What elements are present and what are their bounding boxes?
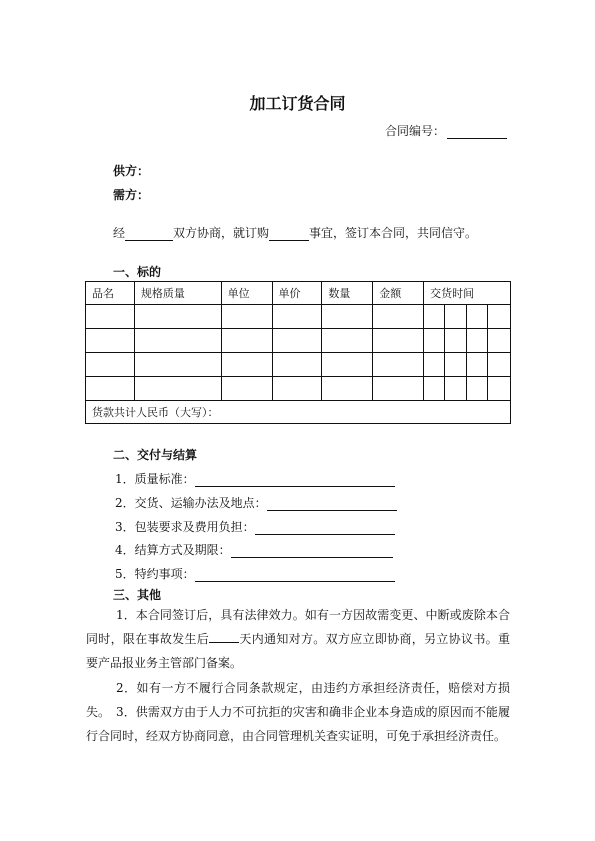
contract-number-label: 合同编号： bbox=[385, 124, 446, 138]
table-cell bbox=[445, 329, 467, 353]
header-cell: 单位 bbox=[221, 282, 272, 305]
term-item bbox=[115, 494, 397, 511]
items-table bbox=[85, 281, 511, 424]
table-cell bbox=[86, 329, 135, 353]
table-total-row bbox=[86, 401, 511, 424]
contract-number-line bbox=[385, 122, 507, 139]
header-cell: 规格质量 bbox=[134, 282, 221, 305]
table-cell bbox=[134, 377, 221, 401]
table-cell bbox=[272, 329, 322, 353]
term-item bbox=[115, 470, 395, 487]
clause-1-text-a: 1．本合同签订后，具有法律效力。如有一方因故需变更、中断或废除本合同时，限在事故发生后 bbox=[86, 608, 510, 646]
term-blank bbox=[231, 544, 393, 558]
table-cell bbox=[424, 305, 445, 329]
table-cell bbox=[221, 329, 272, 353]
table-cell bbox=[467, 329, 488, 353]
table-row bbox=[86, 353, 511, 377]
intro-part-2: 双方协商，就订购 bbox=[173, 226, 270, 240]
table-cell bbox=[467, 377, 488, 401]
table-cell bbox=[445, 353, 467, 377]
intro-part-1: 经 bbox=[113, 226, 126, 240]
term-label: 5．特约事项： bbox=[115, 567, 195, 581]
table-cell bbox=[467, 305, 488, 329]
term-label: 4．结算方式及期限： bbox=[115, 543, 231, 557]
table-row bbox=[86, 377, 511, 401]
table-cell bbox=[424, 377, 445, 401]
term-label: 2．交货、运输办法及地点： bbox=[115, 496, 267, 510]
table-cell bbox=[373, 353, 424, 377]
table-cell bbox=[322, 377, 373, 401]
term-label: 3．包装要求及费用负担： bbox=[115, 520, 255, 534]
supplier-label: 供方： bbox=[113, 164, 150, 178]
table-cell bbox=[221, 305, 272, 329]
term-blank bbox=[255, 521, 395, 535]
header-cell: 品名 bbox=[86, 282, 135, 305]
table-cell bbox=[424, 329, 445, 353]
term-blank bbox=[267, 497, 397, 511]
section-3-heading: 三、其他 bbox=[113, 588, 162, 602]
header-cell: 数量 bbox=[322, 282, 373, 305]
clause-1 bbox=[86, 603, 510, 675]
table-cell bbox=[86, 353, 135, 377]
days-blank bbox=[209, 630, 239, 643]
table-cell bbox=[487, 305, 510, 329]
table-cell bbox=[134, 329, 221, 353]
table-cell bbox=[134, 353, 221, 377]
table-cell bbox=[221, 377, 272, 401]
term-item bbox=[115, 565, 395, 582]
table-cell bbox=[373, 377, 424, 401]
table-cell bbox=[373, 305, 424, 329]
contract-number-blank bbox=[447, 126, 507, 139]
header-cell: 金额 bbox=[373, 282, 424, 305]
table-cell bbox=[487, 329, 510, 353]
clause-1-text-b: 天内通知对方。双方应立即协商，另立协议书。重要产品报业务主管部门备案。 bbox=[86, 632, 510, 670]
table-cell bbox=[487, 377, 510, 401]
term-item bbox=[115, 541, 393, 558]
table-cell bbox=[86, 305, 135, 329]
term-blank bbox=[195, 473, 395, 487]
intro-part-3: 事宜，签订本合同，共同信守。 bbox=[309, 226, 478, 240]
table-cell bbox=[272, 353, 322, 377]
total-amount-label: 货款共计人民币（大写）： bbox=[86, 401, 511, 424]
subject-blank bbox=[269, 228, 309, 241]
buyer-label: 需方： bbox=[113, 188, 150, 202]
table-cell bbox=[221, 353, 272, 377]
table-cell bbox=[134, 305, 221, 329]
section-2-heading: 二、交付与结算 bbox=[113, 448, 198, 462]
clause-2: 2．如有一方不履行合同条款规定，由违约方承担经济责任，赔偿对方损失。 bbox=[86, 681, 510, 719]
table-cell bbox=[272, 377, 322, 401]
table-cell bbox=[272, 305, 322, 329]
table-cell bbox=[445, 377, 467, 401]
table-cell bbox=[373, 329, 424, 353]
document-title: 加工订货合同 bbox=[249, 94, 346, 113]
intro-sentence bbox=[113, 224, 477, 241]
term-blank bbox=[195, 568, 395, 582]
table-cell bbox=[467, 353, 488, 377]
table-cell bbox=[424, 353, 445, 377]
section-1-heading: 一、标的 bbox=[113, 265, 162, 279]
table-cell bbox=[322, 305, 373, 329]
table-cell bbox=[322, 353, 373, 377]
table-cell bbox=[86, 377, 135, 401]
table-cell bbox=[322, 329, 373, 353]
header-cell: 单价 bbox=[272, 282, 322, 305]
parties-blank bbox=[125, 228, 173, 241]
table-row bbox=[86, 329, 511, 353]
term-label: 1．质量标准： bbox=[115, 472, 195, 486]
table-header-row bbox=[86, 282, 511, 305]
table-cell bbox=[445, 305, 467, 329]
header-cell: 交货时间 bbox=[424, 282, 511, 305]
term-item bbox=[115, 518, 395, 535]
clause-3: 3．供需双方由于人力不可抗拒的灾害和确非企业本身造成的原因而不能履行合同时，经双方协商同意，由合同管理机关查实证明，可免于承担经济责任。 bbox=[86, 705, 510, 743]
table-row bbox=[86, 305, 511, 329]
table-cell bbox=[487, 353, 510, 377]
